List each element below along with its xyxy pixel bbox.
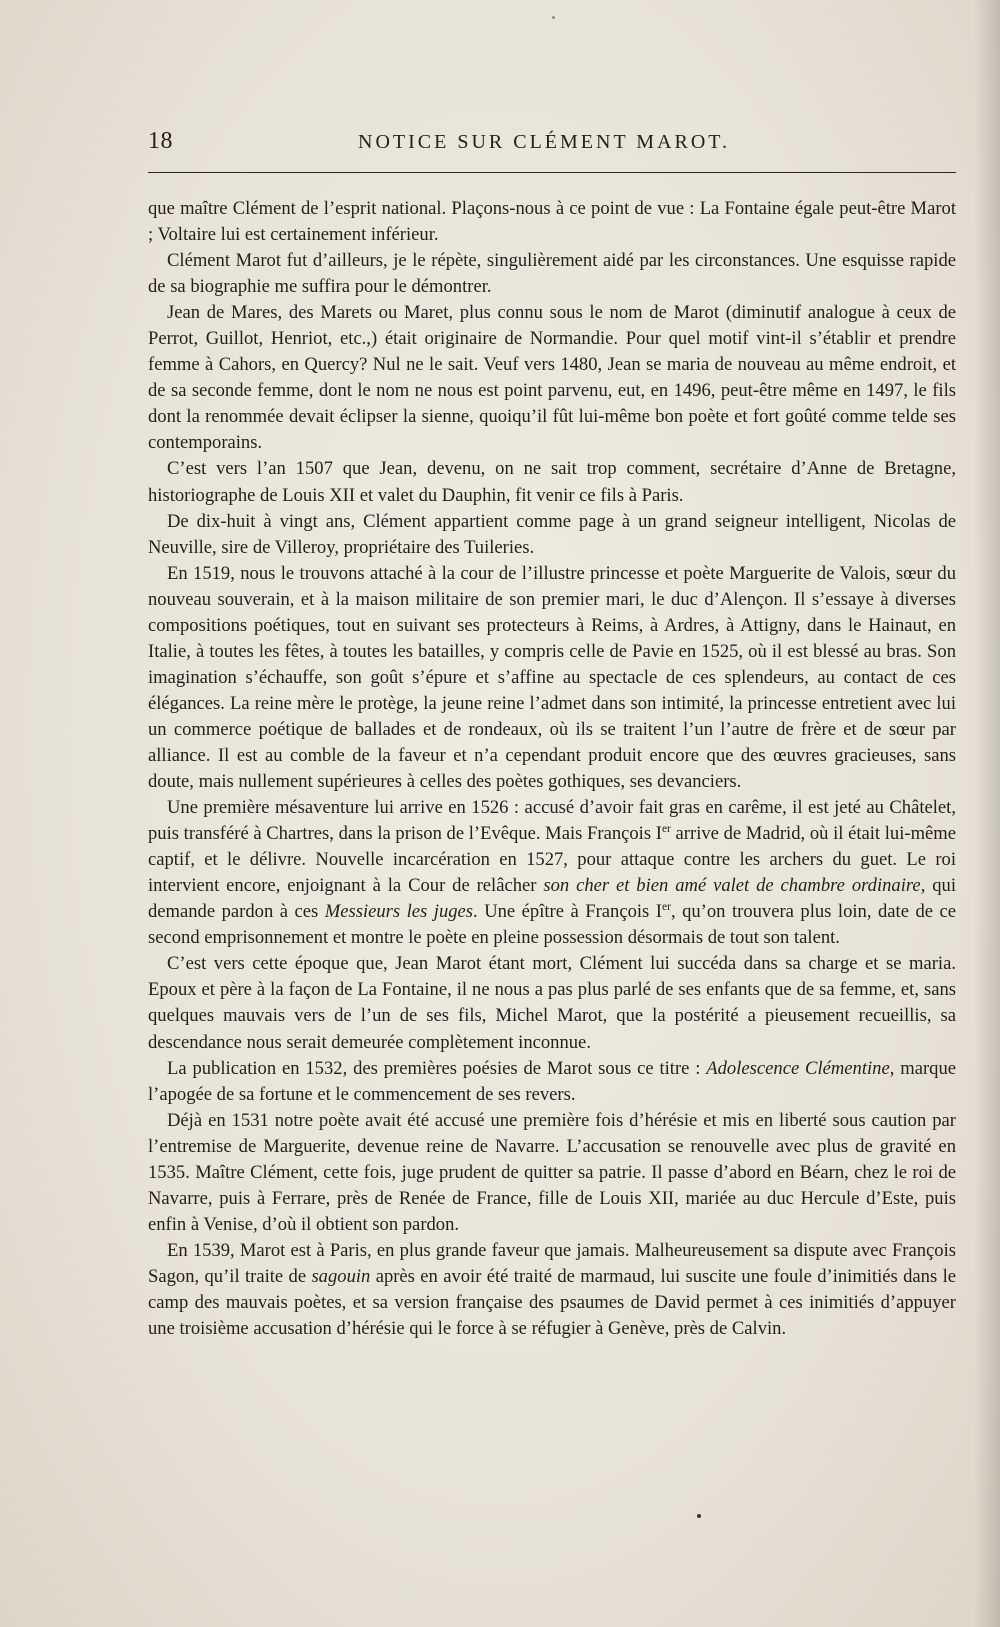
ink-speck	[697, 1514, 701, 1518]
page-number: 18	[148, 128, 173, 154]
paragraph: Déjà en 1531 notre poète avait été accusé une première fois d’hérésie et mis en liberté sous caution par l’entremise de Marguerite, devenue reine de Navarre. L’accusation se renouvelle avec plus de gravité en 1535. Maître Clément, cette fois, juge prudent de quitter sa patrie. Il passe d’abord en Béarn, chez le roi de Navarre, puis à Ferrare, près de Renée de France, fille de Louis XII, mariée au duc Hercule d’Este, puis enfin à Venise, d’où il obtient son pardon.	[148, 1109, 956, 1235]
body-text	[148, 196, 956, 1342]
paragraph-text: , qu’on trouvera plus loin, date de ce second emprisonnement et montre le poète en pleine possession désormais de tout son talent.	[148, 901, 956, 949]
paragraph: C’est vers cette époque que, Jean Marot étant mort, Clément lui succéda dans sa charge et se maria. Epoux et père à la façon de La Fontaine, il ne nous a pas plus parlé de ses enfants que de sa femme, et, sans quelques mauvais vers de l’un de ses fils, Michel Marot, que la postérité a pieusement recueillis, sa descendance nous serait demeurée complètement inconnue.	[148, 953, 956, 1053]
paragraph-text: , marque l’apogée de sa fortune et le commencement de ses revers.	[148, 1057, 956, 1105]
paragraph-text: Une première mésaventure lui arrive en 1526 : accusé d’avoir fait gras en carême, il est jeté au Châtelet, puis transféré à Chartres, dans la prison de l’Evêque. Mais François I	[148, 797, 956, 845]
paragraph-text: arrive de Madrid, où il était lui-même captif, et le délivre. Nouvelle incarcération en 1527, pour attaque contre les archers du guet. Le roi intervient encore, enjoignant à la Cour de relâcher	[148, 823, 957, 897]
paragraph-text: La publication en 1532, des premières poésies de Marot sous ce titre :	[167, 1057, 707, 1079]
italic-word: sagouin	[311, 1265, 371, 1287]
italic-quote: Messieurs les juges	[324, 901, 474, 923]
paragraph	[148, 1238, 956, 1342]
italic-title: Adolescence Clémentine	[706, 1057, 890, 1079]
superscript: er	[661, 822, 671, 835]
paragraph: De dix-huit à vingt ans, Clément appartient comme page à un grand seigneur intelligent, Nicolas de Neuville, sire de Villeroy, propriétaire des Tuileries.	[148, 510, 956, 558]
page-header	[148, 128, 958, 162]
paragraph-text: après en avoir été traité de marmaud, lui suscite une foule d’inimitiés dans le camp des mauvais poètes, et sa version française des psaumes de David permet à ces inimitiés d’appuyer une troisième accusation d’hérésie qui le force à se réfugier à Genève, près de Calvin.	[148, 1265, 956, 1340]
paragraph	[148, 795, 956, 951]
ink-speck	[552, 16, 555, 19]
paragraph-text: . Une épître à François I	[473, 901, 662, 923]
paragraph-text: , qui demande pardon à ces	[148, 875, 956, 923]
paragraph: Clément Marot fut d’ailleurs, je le répète, singulièrement aidé par les circonstances. Une esquisse rapide de sa biographie me suffira pour le démontrer.	[148, 250, 956, 298]
page-edge-shadow	[974, 0, 1000, 1627]
running-title: NOTICE SUR CLÉMENT MAROT.	[358, 131, 731, 153]
paragraph-text: En 1539, Marot est à Paris, en plus grande faveur que jamais. Malheureusement sa dispute avec François Sagon, qu’il traite de	[148, 1239, 956, 1287]
header-rule	[148, 172, 956, 173]
paragraph: Jean de Mares, des Marets ou Maret, plus connu sous le nom de Marot (diminutif analogue à ceux de Perrot, Guillot, Henriot, etc.,) était originaire de Normandie. Pour quel motif vint-il s’établir et prendre femme à Cahors, en Quercy? Nul ne le sait. Veuf vers 1480, Jean se maria de nouveau au même endroit, et de sa seconde femme, dont le nom ne nous est point parvenu, eut, en 1496, peut-être même en 1497, le fils dont la renommée devait éclipser la sienne, quoiqu’il fût lui-même bon poète et fort goûté comme telde ses contemporains.	[148, 302, 956, 454]
paragraph: que maître Clément de l’esprit national. Plaçons-nous à ce point de vue : La Fontaine égale peut-être Marot ; Voltaire lui est certainement inférieur.	[148, 198, 956, 246]
italic-quote: son cher et bien amé valet de chambre ordinaire	[543, 875, 921, 897]
superscript: er	[661, 901, 671, 914]
paragraph: En 1519, nous le trouvons attaché à la cour de l’illustre princesse et poète Marguerite de Valois, sœur du nouveau souverain, et à la maison militaire de son premier mari, le duc d’Alençon. Il s’essaye à diverses compositions poétiques, tout en suivant ses protecteurs à Reims, à Ardres, à Attigny, dans le Hainaut, en Italie, à toutes les fêtes, à toutes les batailles, y compris celle de Pavie en 1525, où il est blessé au bras. Son imagination s’échauffe, son goût s’épure et s’affine au spectacle de ces splendeurs, au contact de ces élégances. La reine mère le protège, la jeune reine l’admet dans son intimité, la princesse entretient avec lui un commerce poétique de ballades et de rondeaux, où ils se traitent l’un l’autre de frère et de sœur par alliance. Il est au comble de la faveur et n’a cependant produit encore que des œuvres gracieuses, sans doute, mais nullement supérieures à celles des poètes gothiques, ses devanciers.	[148, 562, 956, 793]
paragraph	[148, 1056, 956, 1108]
paragraph: C’est vers l’an 1507 que Jean, devenu, on ne sait trop comment, secrétaire d’Anne de Bretagne, historiographe de Louis XII et valet du Dauphin, fit venir ce fils à Paris.	[148, 458, 956, 506]
